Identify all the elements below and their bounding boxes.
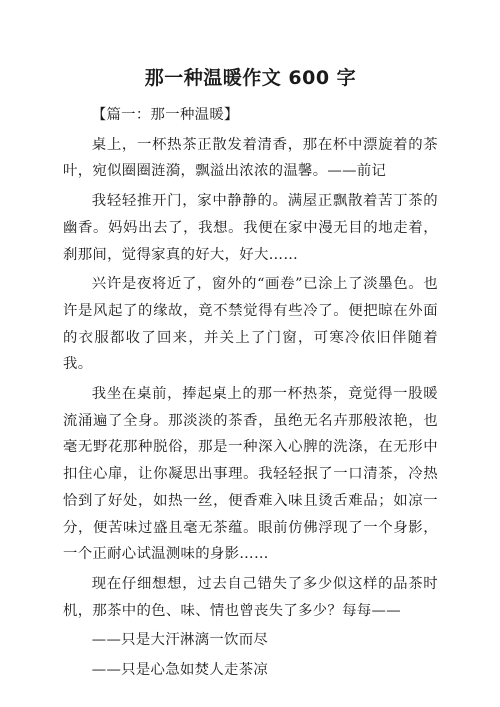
paragraph: 现在仔细想想，过去自己错失了多少似这样的品茶时机，那茶中的色、味、情也曾丧失了多少？每每——: [63, 575, 438, 619]
paragraph: ——只是心急如焚人走茶凉: [91, 662, 269, 679]
paragraph: 我坐在桌前，捧起桌上的那一杯热茶，竟觉得一股暖流涌遍了全身。那淡淡的茶香，虽绝无名卉那般浓艳，也毫无野花那种脱俗，那是一种深入心脾的洗涤，在无形中扣住心扉，让你凝思出事理。我轻轻抿了一口清茶，冷热恰到了好处，如热一丝，便香难入味且烫舌难品；如凉一分，便苦味过盛且毫无茶蕴。眼前仿佛浮现了一个身影，一个正耐心试温测味的身影……: [63, 386, 438, 563]
paragraph: 兴许是夜将近了，窗外的“画卷”已涂上了淡墨色。也许是风起了的缘故，竟不禁觉得有些冷了。便把晾在外面的衣服都收了回来，并关上了门窗，可寒冷依旧伴随着我。: [63, 276, 438, 373]
paragraph: 我轻轻推开门，家中静静的。满屋正飘散着苦丁茶的幽香。妈妈出去了，我想。我便在家中漫无目的地走着，刹那间，觉得家真的好大，好大……: [63, 193, 438, 263]
document-title: 那一种温暖作文 600 字: [144, 67, 357, 89]
paragraph: ——只是大汗淋漓一饮而尽: [91, 632, 269, 649]
section-heading: 【篇一：那一种温暖】: [91, 107, 239, 123]
article-body: [63, 102, 438, 684]
paragraph: 桌上，一杯热茶正散发着清香，那在杯中漂旋着的茶叶，宛似圈圈涟漪，飘溢出浓浓的温馨。——前记: [63, 136, 438, 180]
